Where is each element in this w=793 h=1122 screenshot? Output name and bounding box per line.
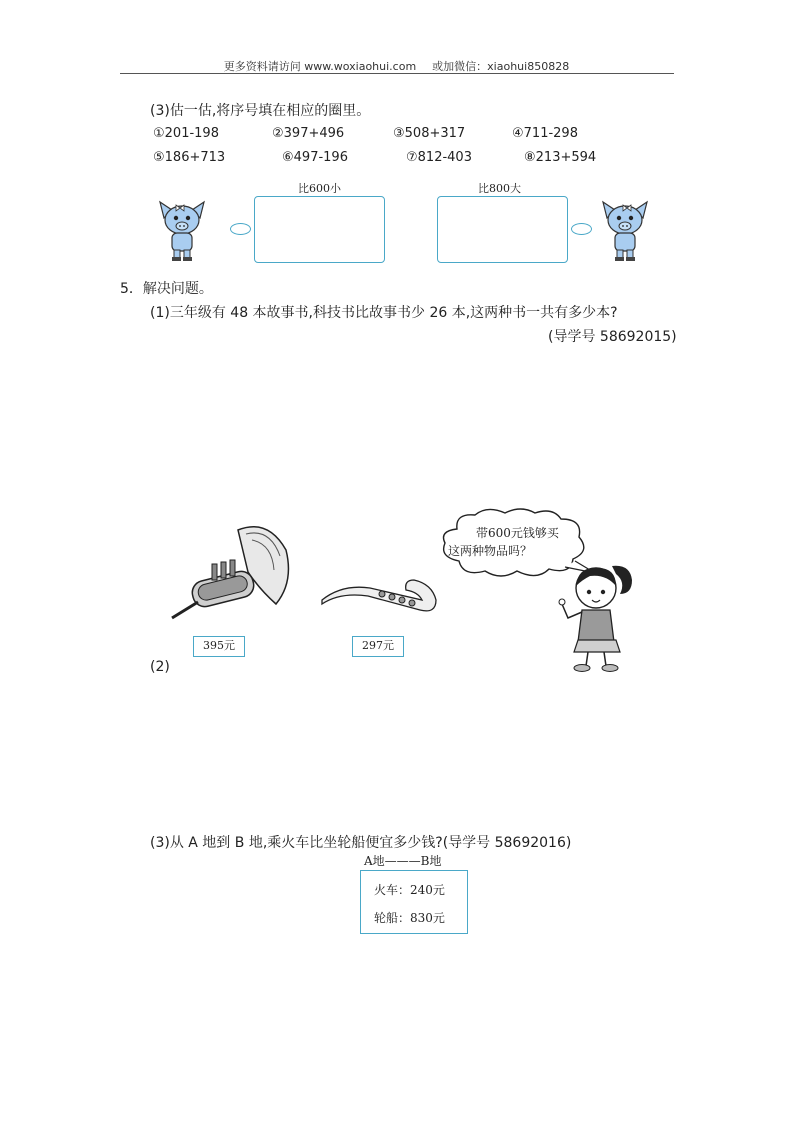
problem2-label: (2) (150, 659, 170, 675)
speech-line-1: 带600元钱够买 (476, 526, 559, 540)
label-less-than-600: 比600小 (298, 182, 341, 195)
answer-oval-less[interactable] (230, 223, 251, 235)
option-6: ⑥497-196 (282, 150, 348, 165)
option-4: ④711-298 (512, 126, 578, 141)
fare-train: 火车：240元 (374, 883, 445, 897)
price-saxophone: 297元 (352, 636, 404, 657)
section5-title: 5．解决问题。 (120, 281, 213, 297)
option-1: ①201-198 (153, 126, 219, 141)
fare-table (360, 870, 468, 934)
box-more-than-800[interactable] (437, 196, 568, 263)
saxophone-icon (320, 570, 440, 620)
price-horn: 395元 (193, 636, 245, 657)
header-divider (120, 73, 674, 74)
problem1-text: (1)三年级有 48 本故事书,科技书比故事书少 26 本,这两种书一共有多少本? (150, 305, 618, 321)
label-more-than-800: 比800大 (478, 182, 521, 195)
route-label: A地———B地 (364, 854, 442, 868)
option-2: ②397+496 (272, 126, 345, 141)
girl-icon (556, 560, 636, 675)
header-left-text: 更多资料请访问 www.woxiaohui.com (223, 60, 417, 73)
pig-left-icon (154, 194, 210, 264)
option-3: ③508+317 (393, 126, 466, 141)
header-right-text: 或加微信：xiaohui850828 (432, 60, 570, 73)
pig-right-icon (597, 194, 653, 264)
answer-oval-more[interactable] (571, 223, 592, 235)
problem1-ref: (导学号 58692015) (548, 329, 677, 345)
page-header (0, 58, 793, 74)
option-8: ⑧213+594 (524, 150, 597, 165)
option-5: ⑤186+713 (153, 150, 226, 165)
option-7: ⑦812-403 (406, 150, 472, 165)
box-less-than-600[interactable] (254, 196, 385, 263)
problem3-text: (3)从 A 地到 B 地,乘火车比坐轮船便宜多少钱?(导学号 58692016) (150, 835, 572, 851)
fare-ship: 轮船：830元 (374, 911, 445, 925)
horn-icon (168, 520, 298, 625)
q3-title: (3)估一估,将序号填在相应的圈里。 (150, 103, 371, 119)
speech-line-2: 这两种物品吗？ (448, 544, 533, 558)
